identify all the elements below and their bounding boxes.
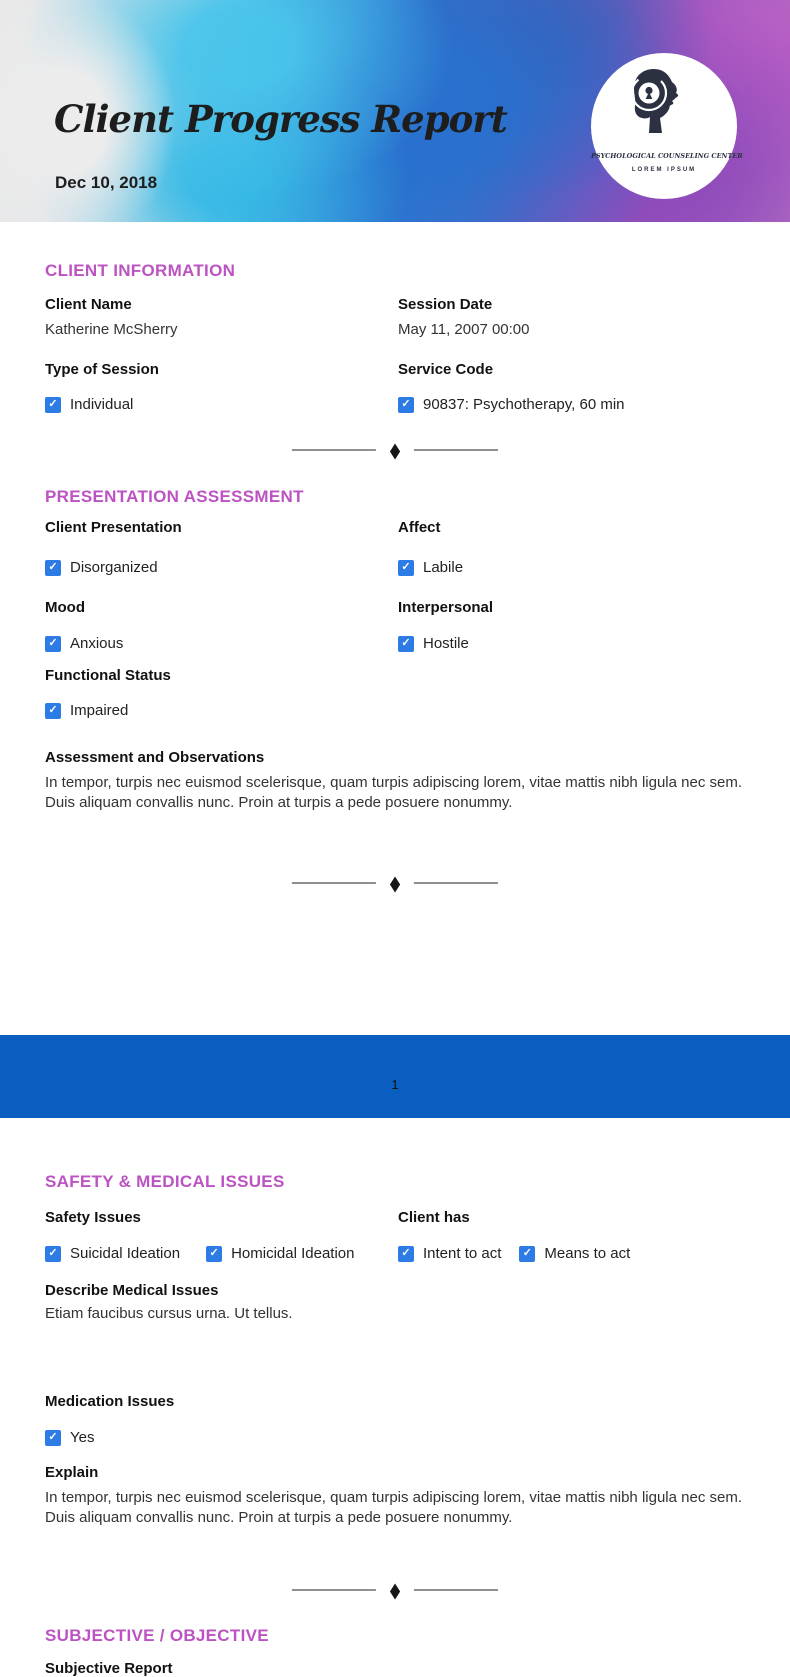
safety-issues-label: Safety Issues <box>45 1209 141 1226</box>
checkbox-anxious[interactable] <box>45 634 123 653</box>
checkbox-label: Means to act <box>544 1245 631 1262</box>
checkbox-homicidal-ideation[interactable] <box>206 1244 354 1263</box>
client-has-options <box>398 1244 630 1263</box>
checked-checkbox-icon: ✓ <box>206 1246 222 1262</box>
checkbox-label: Homicidal Ideation <box>231 1245 355 1262</box>
org-tagline: LOREM IPSUM <box>631 167 697 173</box>
section-divider <box>292 1579 498 1601</box>
checkbox-label: Suicidal Ideation <box>70 1245 181 1262</box>
explain-label: Explain <box>45 1464 99 1481</box>
org-name: PSYCHOLOGICAL COUNSELING CENTER <box>591 152 743 160</box>
checkbox-90837-psychotherapy[interactable] <box>398 395 625 414</box>
session-date-label: Session Date <box>398 296 493 313</box>
checkbox-impaired[interactable] <box>45 701 128 720</box>
section-heading-presentation-assessment: PRESENTATION ASSESSMENT <box>45 487 304 506</box>
checkbox-yes[interactable] <box>45 1428 94 1447</box>
diamond-icon: ◆ <box>389 871 401 895</box>
report-header <box>0 0 790 222</box>
checkbox-label: Hostile <box>423 635 469 652</box>
medication-issues-options <box>45 1428 94 1447</box>
page-break-bar <box>0 1035 790 1118</box>
head-profile-keyhole-icon <box>621 67 683 135</box>
section-divider <box>292 872 498 894</box>
checked-checkbox-icon: ✓ <box>45 1430 61 1446</box>
functional-status-label: Functional Status <box>45 667 171 684</box>
section-heading-subjective-objective: SUBJECTIVE / OBJECTIVE <box>45 1626 269 1645</box>
checkbox-label: Intent to act <box>423 1245 502 1262</box>
affect-label: Affect <box>398 519 441 536</box>
report-date: Dec 10, 2018 <box>55 173 158 192</box>
checkbox-individual[interactable] <box>45 395 133 414</box>
checkbox-means-to-act[interactable] <box>519 1244 630 1263</box>
checkbox-label: Disorganized <box>70 559 158 576</box>
checked-checkbox-icon: ✓ <box>45 636 61 652</box>
type-of-session-options <box>45 395 133 414</box>
subjective-report-label: Subjective Report <box>45 1660 173 1677</box>
divider-line <box>292 449 376 451</box>
checked-checkbox-icon: ✓ <box>398 636 414 652</box>
checkbox-label: 90837: Psychotherapy, 60 min <box>423 396 625 413</box>
page-number: 1 <box>391 1077 399 1092</box>
checkbox-label: Individual <box>70 396 134 413</box>
divider-line <box>292 1589 376 1591</box>
section-divider <box>292 439 498 461</box>
interpersonal-options <box>398 634 469 653</box>
safety-issues-options <box>45 1244 354 1263</box>
divider-line <box>414 449 498 451</box>
checked-checkbox-icon: ✓ <box>398 1246 414 1262</box>
checked-checkbox-icon: ✓ <box>398 397 414 413</box>
diamond-icon: ◆ <box>389 438 401 462</box>
service-code-options <box>398 395 625 414</box>
diamond-icon: ◆ <box>389 1578 401 1602</box>
describe-medical-issues-value: Etiam faucibus cursus urna. Ut tellus. <box>45 1305 293 1322</box>
checked-checkbox-icon: ✓ <box>519 1246 535 1262</box>
client-presentation-label: Client Presentation <box>45 519 182 536</box>
session-date-value: May 11, 2007 00:00 <box>398 321 530 338</box>
client-presentation-options <box>45 558 158 577</box>
section-heading-client-information: CLIENT INFORMATION <box>45 261 236 280</box>
functional-status-options <box>45 701 128 720</box>
checkbox-label: Yes <box>70 1429 95 1446</box>
divider-line <box>414 882 498 884</box>
describe-medical-issues-label: Describe Medical Issues <box>45 1282 219 1299</box>
interpersonal-label: Interpersonal <box>398 599 494 616</box>
checkbox-label: Anxious <box>70 635 124 652</box>
checkbox-intent-to-act[interactable] <box>398 1244 501 1263</box>
checked-checkbox-icon: ✓ <box>45 560 61 576</box>
checked-checkbox-icon: ✓ <box>45 703 61 719</box>
service-code-label: Service Code <box>398 361 494 378</box>
mood-label: Mood <box>45 599 85 616</box>
client-has-label: Client has <box>398 1209 470 1226</box>
report-title: Client Progress Report <box>54 97 507 141</box>
medication-issues-label: Medication Issues <box>45 1393 175 1410</box>
affect-options <box>398 558 463 577</box>
client-name-label: Client Name <box>45 296 132 313</box>
section-heading-safety-medical: SAFETY & MEDICAL ISSUES <box>45 1172 285 1191</box>
divider-line <box>292 882 376 884</box>
checked-checkbox-icon: ✓ <box>45 397 61 413</box>
assessment-observations-value: In tempor, turpis nec euismod scelerisque, quam turpis adipiscing lorem, vitae mattis nibh ligula nec sem. Duis aliquam convallis nunc. Proin at turpis a pede posuere nonummy. <box>45 774 742 811</box>
org-logo <box>591 53 743 199</box>
checked-checkbox-icon: ✓ <box>45 1246 61 1262</box>
divider-line <box>414 1589 498 1591</box>
checkbox-label: Labile <box>423 559 464 576</box>
mood-options <box>45 634 123 653</box>
checkbox-labile[interactable] <box>398 558 463 577</box>
client-name-value: Katherine McSherry <box>45 321 178 338</box>
checkbox-disorganized[interactable] <box>45 558 158 577</box>
assessment-observations-label: Assessment and Observations <box>45 749 265 766</box>
checkbox-suicidal-ideation[interactable] <box>45 1244 180 1263</box>
checkbox-hostile[interactable] <box>398 634 469 653</box>
type-of-session-label: Type of Session <box>45 361 159 378</box>
checked-checkbox-icon: ✓ <box>398 560 414 576</box>
explain-value: In tempor, turpis nec euismod scelerisque, quam turpis adipiscing lorem, vitae mattis nibh ligula nec sem. Duis aliquam convallis nunc. Proin at turpis a pede posuere nonummy. <box>45 1489 742 1526</box>
checkbox-label: Impaired <box>70 702 129 719</box>
